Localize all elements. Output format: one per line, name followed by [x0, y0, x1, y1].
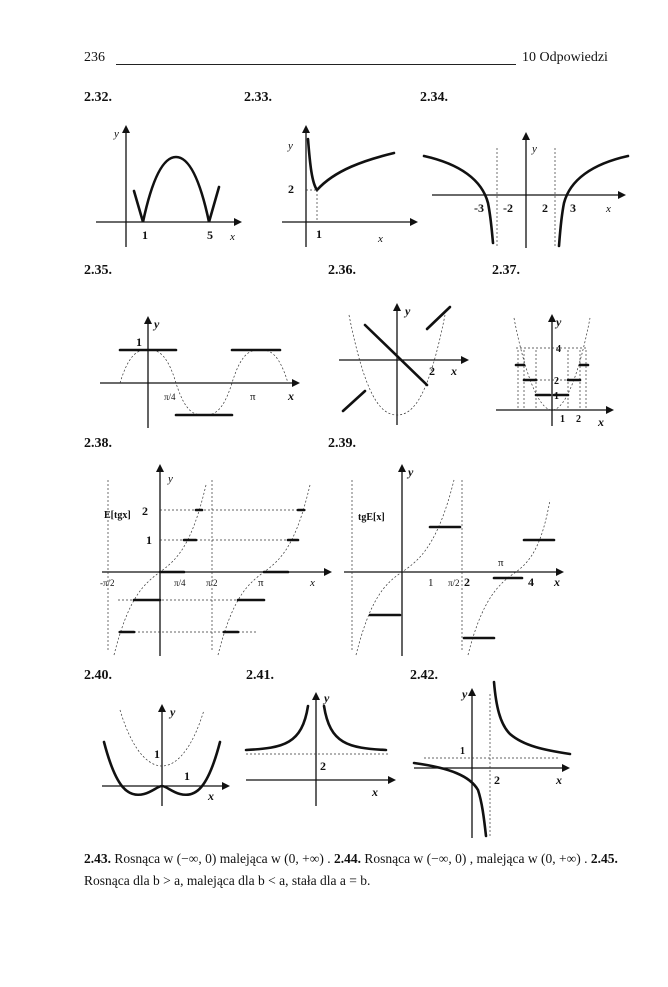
x-label: x [598, 415, 604, 429]
label-2-42: 2.42. [410, 668, 438, 683]
answer-2-44-part2: w (0, +∞) . [527, 851, 588, 866]
y-label: y [154, 317, 160, 331]
x-label: x [556, 773, 562, 787]
tick-pi: π [258, 577, 264, 589]
x-axis-arrow [388, 776, 396, 784]
tick-3: 3 [570, 201, 576, 215]
page-number: 236 [84, 50, 105, 65]
header-rule [116, 64, 516, 65]
label-2-40: 2.40. [84, 668, 112, 683]
answers-paragraph [84, 848, 624, 892]
y-axis-arrow [158, 704, 166, 712]
figure-2-42 [410, 680, 580, 840]
x-label: x [554, 575, 560, 589]
y-axis-arrow [312, 692, 320, 700]
tick-4: 4 [528, 575, 534, 589]
tick-1: 1 [554, 391, 559, 402]
y-axis-arrow [144, 316, 152, 324]
x-axis-arrow [324, 568, 332, 576]
label-2-33: 2.33. [244, 90, 272, 105]
x-label: x [310, 577, 315, 589]
x-label: x [230, 231, 235, 243]
x-label: x [451, 364, 457, 378]
tick-2: 2 [288, 182, 294, 196]
label-2-38: 2.38. [84, 436, 112, 451]
x-axis-arrow [606, 406, 614, 414]
x-label: x [288, 389, 294, 403]
figure-2-41 [244, 688, 404, 808]
tick-2: 2 [320, 759, 326, 773]
label-2-41: 2.41. [246, 668, 274, 683]
y-axis-arrow [548, 314, 556, 322]
answer-2-43-number: 2.43. [84, 851, 111, 866]
x-axis-arrow [461, 356, 469, 364]
tick-x1: 1 [560, 414, 565, 425]
tick-2: 2 [142, 504, 148, 518]
tick-pi-2: π/2 [206, 578, 218, 588]
label-2-35: 2.35. [84, 263, 112, 278]
figure-2-40 [98, 700, 238, 810]
label-2-36: 2.36. [328, 263, 356, 278]
tick-pi: π [250, 391, 256, 403]
figure-2-38 [98, 460, 338, 660]
answer-2-45-number: 2.45. [590, 851, 618, 866]
function-label: E[tgx] [104, 510, 131, 521]
y-axis-arrow [122, 125, 130, 133]
graph-segment [365, 325, 427, 385]
tick-1: 1 [460, 746, 465, 757]
figure-2-37 [494, 310, 624, 430]
y-label: y [168, 473, 173, 485]
graph-right-branch [324, 706, 386, 750]
tick-1: 1 [316, 227, 322, 241]
tick-pi-2: π/2 [448, 578, 460, 588]
answer-2-45: Rosnąca dla b > a, malejąca dla b < a, stała dla a = b. [84, 873, 371, 888]
function-label: tgE[x] [358, 512, 385, 523]
y-label: y [114, 128, 119, 140]
y-axis-arrow [302, 125, 310, 133]
answer-2-44-part1: Rosnąca w (−∞, 0) , malejąca [364, 851, 525, 866]
tick-minus2: -2 [503, 201, 513, 215]
y-label: y [405, 304, 411, 318]
chapter-title: 10 Odpowiedzi [522, 50, 608, 65]
y-label: y [408, 465, 414, 479]
y-label: y [170, 705, 176, 719]
label-2-39: 2.39. [328, 436, 356, 451]
tick-1: 1 [136, 335, 142, 349]
tick-5: 5 [207, 228, 213, 242]
graph-curve [308, 139, 394, 190]
y-axis-arrow [156, 464, 164, 472]
tick-minus-pi-2: -π/2 [100, 578, 115, 588]
figure-2-33 [280, 125, 420, 255]
tick-minus3: -3 [474, 201, 484, 215]
x-axis-arrow [234, 218, 242, 226]
tick-1: 1 [428, 577, 434, 589]
x-axis-arrow [618, 191, 626, 199]
tick-x2: 2 [576, 414, 581, 425]
graph-segment [427, 307, 450, 329]
graph-left-branch [414, 763, 486, 836]
y-label: y [556, 315, 562, 329]
y-label: y [324, 691, 330, 705]
tick-y1: 1 [154, 747, 160, 761]
figure-2-35 [96, 310, 306, 435]
tick-4: 4 [556, 344, 561, 355]
y-axis-arrow [393, 303, 401, 311]
x-label: x [606, 203, 611, 215]
tick-x1: 1 [184, 769, 190, 783]
tick-pi: π [498, 557, 504, 569]
figure-2-32 [94, 125, 244, 255]
tick-pi-4: π/4 [174, 578, 186, 588]
tick-2: 2 [554, 376, 559, 387]
y-axis-arrow [398, 464, 406, 472]
helper-tan [218, 485, 310, 655]
graph-segment [343, 391, 365, 411]
x-axis-arrow [410, 218, 418, 226]
figure-2-36 [335, 295, 475, 430]
y-label: y [532, 143, 537, 155]
y-label: y [462, 687, 468, 701]
tick-2: 2 [542, 201, 548, 215]
graph-right-branch [494, 682, 570, 754]
tick-2: 2 [464, 575, 470, 589]
label-2-34: 2.34. [420, 90, 448, 105]
figure-2-39 [342, 460, 582, 660]
y-axis-arrow [522, 132, 530, 140]
tick-2: 2 [429, 364, 435, 378]
answer-2-44-number: 2.44. [334, 851, 362, 866]
tick-pi-4: π/4 [164, 392, 176, 402]
tick-2: 2 [494, 773, 500, 787]
x-axis-arrow [562, 764, 570, 772]
y-label: y [288, 140, 293, 152]
y-axis-arrow [468, 688, 476, 696]
x-axis-arrow [222, 782, 230, 790]
helper-tan [356, 480, 454, 655]
answer-2-43: Rosnąca w (−∞, 0) malejąca w (0, +∞) . [114, 851, 331, 866]
x-label: x [208, 789, 214, 803]
x-label: x [378, 233, 383, 245]
label-2-32: 2.32. [84, 90, 112, 105]
x-label: x [372, 785, 378, 799]
label-2-37: 2.37. [492, 263, 520, 278]
tick-1: 1 [142, 228, 148, 242]
graph-curve [134, 157, 219, 222]
tick-1: 1 [146, 533, 152, 547]
x-axis-arrow [292, 379, 300, 387]
graph-left-branch [424, 156, 493, 243]
figure-2-34 [420, 128, 640, 253]
graph-left-branch [246, 706, 308, 750]
